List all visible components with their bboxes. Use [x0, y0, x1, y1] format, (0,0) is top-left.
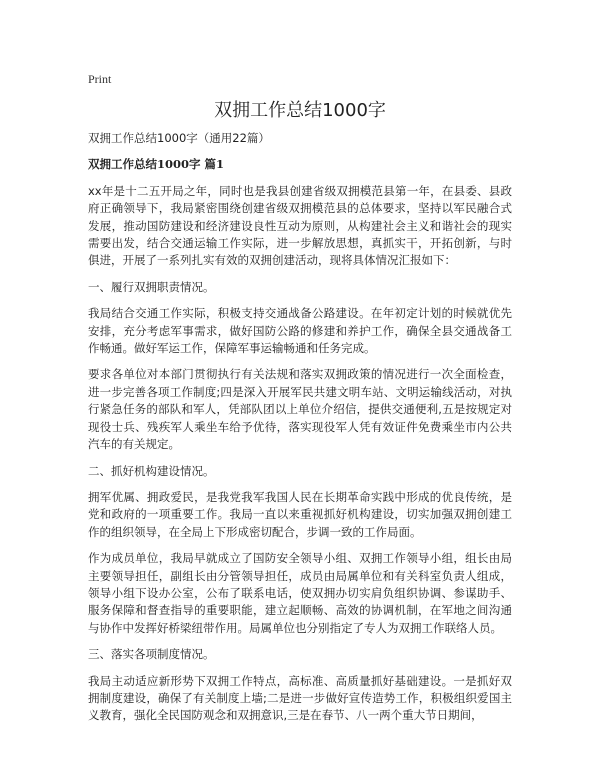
paragraph: 我局结合交通工作实际，积极支持交通战备公路建设。在年初定计划的时候就优先安排，充分考虑军事需求，做好国防公路的修建和养护工作，确保全县交通战备工作畅通。做好军运工作，保障军事运输畅通和任务完成。 [88, 306, 512, 356]
paragraph: 我局主动适应新形势下双拥工作特点，高标准、高质量抓好基础建设。一是抓好双拥制度建设，确保了有关制度上墙;二是进一步做好宣传造势工作，积极组织爱国主义教育，强化全民国防观念和双拥意识,三是在春节、八一两个重大节日期间， [88, 673, 512, 723]
document-body [88, 130, 512, 734]
page-title: 双拥工作总结1000字 [214, 100, 386, 121]
paragraph-intro: xx年是十二五开局之年，同时也是我县创建省级双拥模范县第一年，在县委、县政府正确领导下，我局紧密围绕创建省级双拥模范县的总体要求，坚持以军民融合式发展，推动国防建设和经济建设良性互动为原则，从构建社会主义和谐社会的现实需要出发，结合交通运输工作实际，进一步解放思想，真抓实干，开拓创新，与时俱进，开展了一系列扎实有效的双拥创建活动，现将具体情况汇报如下： [88, 183, 512, 268]
document-subtitle: 双拥工作总结1000字（通用22篇） [88, 131, 270, 145]
print-link[interactable]: Print [88, 72, 112, 86]
section-heading: 双拥工作总结1000字 篇1 [88, 157, 225, 172]
paragraph: 拥军优属、拥政爱民，是我党我军我国人民在长期革命实践中形成的优良传统，是党和政府的一项重要工作。我局一直以来重视抓好机构建设，切实加强双拥创建工作的组织领导，在全局上下形成密切配合，步调一致的工作局面。 [88, 489, 512, 539]
item-heading-1: 一、履行双拥职责情况。 [88, 279, 215, 294]
item-heading-2: 二、抓好机构建设情况。 [88, 463, 215, 478]
paragraph: 作为成员单位，我局早就成立了国防安全领导小组、双拥工作领导小组，组长由局主要领导担任，副组长由分管领导担任，成员由局属单位和有关科室负责人组成，领导小组下设办公室，公布了联系电话，使双拥办切实肩负组织协调、参谋助手、服务保障和督查指导的重要职能，建立起顺畅、高效的协调机制，在军地之间沟通与协作中发挥好桥梁纽带作用。局属单位也分别指定了专人为双拥工作联络人员。 [88, 551, 512, 635]
paragraph: 要求各单位对本部门贯彻执行有关法规和落实双拥政策的情况进行一次全面检查，进一步完善各项工作制度;四是深入开展军民共建文明车站、文明运输线活动，对执行紧急任务的部队和军人，凭部队团以上单位介绍信，提供交通便利,五是按规定对现役士兵、残疾军人乘坐车给予优待，落实现役军人凭有效证件免费乘坐市内公共汽车的有关规定。 [88, 367, 512, 452]
item-heading-3: 三、落实各项制度情况。 [88, 647, 215, 662]
